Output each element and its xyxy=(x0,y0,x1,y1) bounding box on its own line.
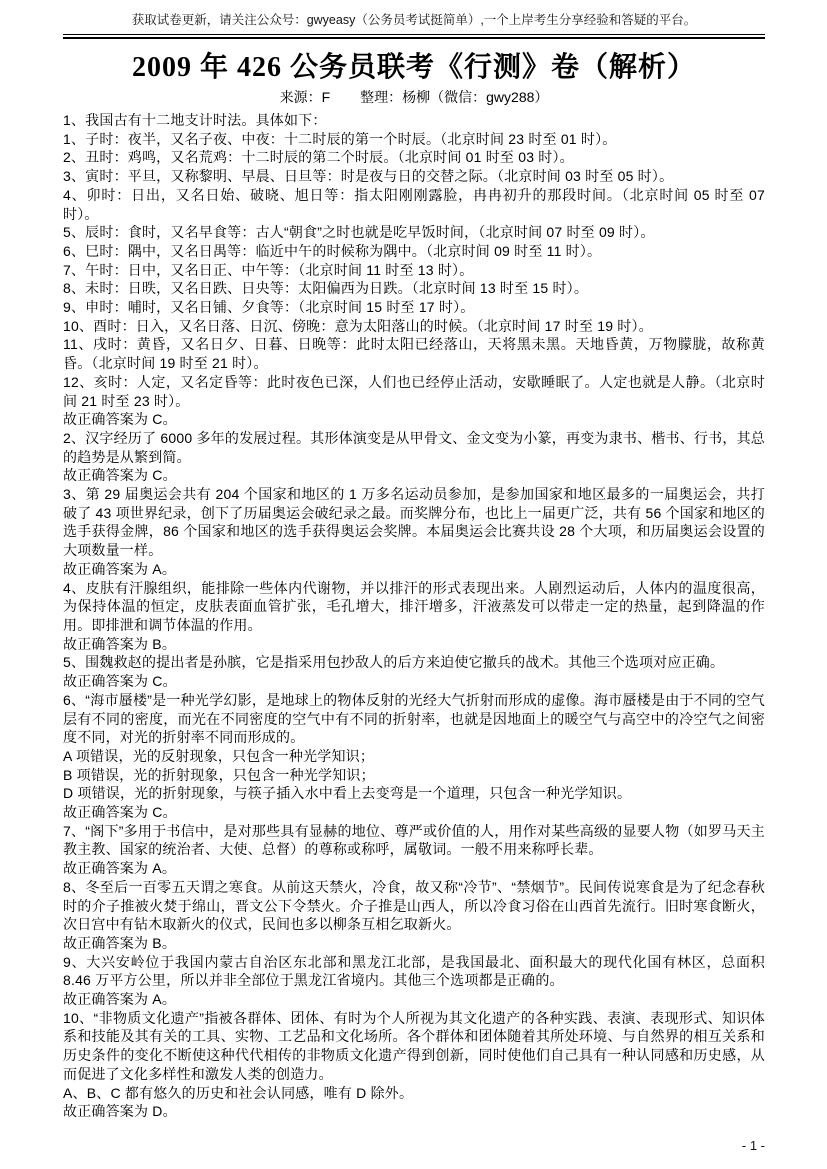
paragraph: 4、卯时：日出，又名日始、破晓、旭日等：指太阳刚刚露脸，冉冉初升的那段时间。（北京时间 05 时至 07 时）。 xyxy=(63,186,765,222)
paragraph: 故正确答案为 C。 xyxy=(63,467,177,484)
paragraph: 故正确答案为 C。 xyxy=(63,804,177,821)
paragraph: 3、寅时：平旦，又称黎明、早晨、日旦等：时是夜与日的交替之际。（北京时间 03 时至 05 时）。 xyxy=(63,168,674,185)
paragraph: 5、围魏救赵的提出者是孙膑，它是指采用包抄敌人的后方来迫使它撤兵的战术。其他三个选项对应正确。 xyxy=(63,654,725,671)
paragraph: 2、丑时：鸡鸣，又名荒鸡：十二时辰的第二个时辰。（北京时间 01 时至 03 时）。 xyxy=(63,149,574,166)
paragraph: 8、未时：日昳，又名日跌、日央等：太阳偏西为日跌。（北京时间 13 时至 15 时）。 xyxy=(63,280,589,297)
paragraph: 1、我国古有十二地支计时法。具体如下： xyxy=(63,112,327,128)
paragraph: 10、“非物质文化遗产”指被各群体、团体、有时为个人所视为其文化遗产的各种实践、表演、表现形式、知识体系和技能及其有关的工具、实物、工艺品和文化场所。各个群体和团体随着其所处环境、与自然界的相互关系和历史条件的变化不断使这种代代相传的非物质文化遗产得到创新，同时使他们自己具有一种认同感和历史感，从而促进了文化多样性和激发人类的创造力。 xyxy=(63,1009,765,1082)
paragraph: 故正确答案为 C。 xyxy=(63,673,177,690)
paragraph: A 项错误，光的反射现象，只包含一种光学知识； xyxy=(63,747,375,764)
paragraph: 7、“阁下”多用于书信中，是对那些具有显赫的地位、尊严或价值的人，用作对某些高级的显要人物（如罗马天主教主教、国家的统治者、大使、总督）的尊称或称呼，属敬词。一般不用来称呼长辈。 xyxy=(63,822,765,858)
header-rule-thick xyxy=(63,37,765,39)
paragraph: 故正确答案为 B。 xyxy=(63,934,177,951)
paragraph: 11、戌时：黄昏，又名日夕、日暮、日晚等：此时太阳已经落山，天将黑未黑。天地昏黄，万物朦胧，故称黄昏。（北京时间 19 时至 21 时）。 xyxy=(63,336,765,372)
paragraph: 6、巳时：隅中，又名日禺等：临近中午的时候称为隅中。（北京时间 09 时至 11 时）。 xyxy=(63,242,602,259)
editor-label: 整理：杨柳（微信：gwy288） xyxy=(360,89,549,105)
paragraph: 3、第 29 届奥运会共有 204 个国家和地区的 1 万多名运动员参加，是参加国家和地区最多的一届奥运会，共打破了 43 项世界纪录，创下了历届奥运会破纪录之最。而奖牌分布，也比上一届更广泛，共有 56 个国家和地区的选手获得金牌，86 个国家和地区的选手获得奥运会奖牌。本届奥运会比赛共设 28 个大项，和历届奥运会设置的大项数量一样。 xyxy=(63,486,765,559)
page-number: - 1 - xyxy=(741,1138,765,1153)
paragraph: B 项错误，光的折射现象，只包含一种光学知识； xyxy=(63,766,375,783)
paragraph: 4、皮肤有汗腺组织，能排除一些体内代谢物，并以排汗的形式表现出来。人剧烈运动后，人体内的温度很高，为保持体温的恒定，皮肤表面血管扩张，毛孔增大，排汗增多，汗液蒸发可以带走一定的热量，起到降温的作用。即排泄和调节体温的作用。 xyxy=(63,579,765,633)
paragraph: 5、辰时：食时，又名早食等：古人“朝食”之时也就是吃早饭时间，（北京时间 07 时至 09 时）。 xyxy=(63,224,655,241)
paragraph: 故正确答案为 C。 xyxy=(63,411,177,428)
paragraph: D 项错误，光的折射现象，与筷子插入水中看上去变弯是一个道理，只包含一种光学知识。 xyxy=(63,785,632,802)
paragraph: 8、冬至后一百零五天谓之寒食。从前这天禁火，冷食，故又称“冷节”、“禁烟节”。民间传说寒食是为了纪念春秋时的介子推被火焚于绵山，晋文公下令禁火。介子推是山西人，所以冷食习俗在山西首先流行。旧时寒食断火，次日宫中有钻木取新火的仪式，民间也多以柳条互相乞取新火。 xyxy=(63,878,765,933)
paragraph: 故正确答案为 B。 xyxy=(63,635,177,652)
paragraph: 故正确答案为 A。 xyxy=(63,860,177,877)
paragraph: 故正确答案为 A。 xyxy=(63,560,177,577)
paragraph: 7、午时：日中，又名日正、中午等：（北京时间 11 时至 13 时）。 xyxy=(63,261,474,278)
document-body xyxy=(63,111,765,1121)
page-title: 2009 年 426 公务员联考《行测》卷（解析） xyxy=(131,52,696,83)
subtitle-line xyxy=(63,88,765,106)
paragraph: 故正确答案为 A。 xyxy=(63,991,177,1008)
source-label: 来源：F xyxy=(279,89,331,105)
paragraph: 6、“海市蜃楼”是一种光学幻影，是地球上的物体反射的光经大气折射而形成的虚像。海市蜃楼是由于不同的空气层有不同的密度，而光在不同密度的空气中有不同的折射率，也就是因地面上的暖空气与高空中的冷空气之间密度不同，对光的折射率不同而形成的。 xyxy=(63,691,765,746)
header-notice: 获取试卷更新，请关注公众号：gwyeasy（公务员考试挺简单）,一个上岸考生分享经验和答疑的平台。 xyxy=(131,13,697,27)
paragraph: 12、亥时：人定，又名定昏等：此时夜色已深，人们也已经停止活动，安歇睡眠了。人定也就是人静。（北京时间 21 时至 23 时）。 xyxy=(63,373,765,409)
paragraph: 10、酉时：日入，又名日落、日沉、傍晚：意为太阳落山的时候。（北京时间 17 时至 19 时）。 xyxy=(63,317,653,334)
paragraph: 1、子时：夜半，又名子夜、中夜：十二时辰的第一个时辰。（北京时间 23 时至 01 时）。 xyxy=(63,130,617,147)
paragraph: 9、大兴安岭位于我国内蒙古自治区东北部和黑龙江北部，是我国最北、面积最大的现代化国有林区，总面积 8.46 万平方公里，所以并非全部位于黑龙江省境内。其他三个选项都是正确的。 xyxy=(63,953,765,989)
paragraph: 2、汉字经历了 6000 多年的发展过程。其形体演变是从甲骨文、金文变为小篆，再变为隶书、楷书、行书，其总的趋势是从繁到简。 xyxy=(63,429,765,465)
paragraph: A、B、C 都有悠久的历史和社会认同感，唯有 D 除外。 xyxy=(63,1084,414,1101)
header-rule-thin xyxy=(63,34,765,35)
paragraph: 9、申时：哺时，又名日铺、夕食等：（北京时间 15 时至 17 时）。 xyxy=(63,299,475,316)
paragraph: 故正确答案为 D。 xyxy=(63,1103,177,1120)
